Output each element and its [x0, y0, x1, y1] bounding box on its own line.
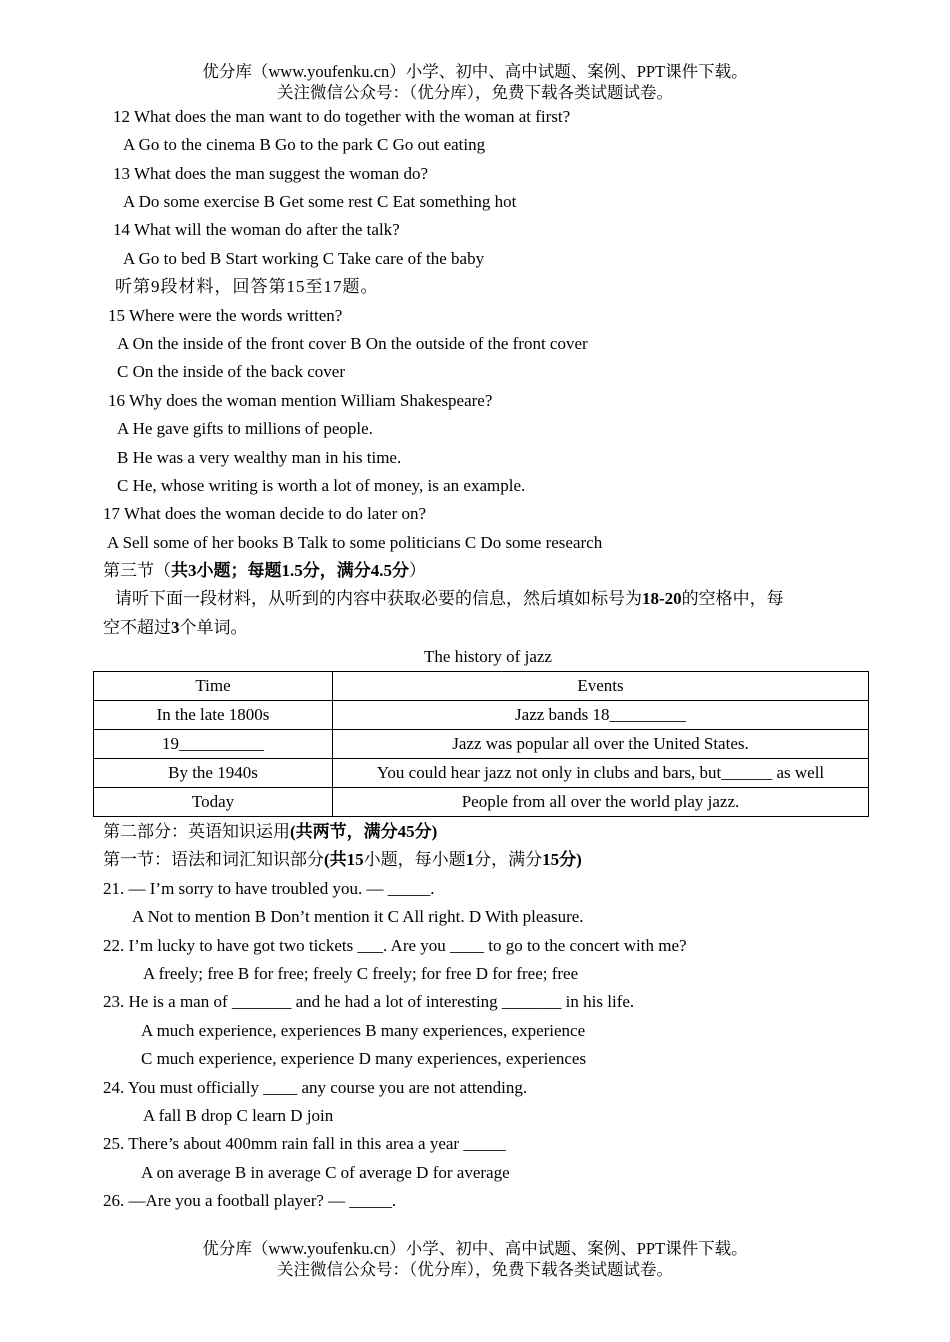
footer-line-1: 优分库（www.youfenku.cn）小学、初中、高中试题、案例、PPT课件下载。 [202, 1239, 748, 1258]
q15-stem: 15 Where were the words written? [108, 306, 343, 325]
section3-instruction-line1 [115, 588, 784, 610]
q24-stem: 24. You must officially ____ any course you are not attending. [103, 1078, 528, 1097]
sec1-n1: 15 [346, 850, 364, 869]
event-cell: Jazz was popular all over the United States. [333, 730, 869, 759]
section3-title-prefix: 第三节（ [103, 561, 171, 580]
sec1-c: 小题，每小题 [363, 850, 466, 869]
time-cell: In the late 1800s [94, 701, 333, 730]
instruction-word-limit: 3 [171, 618, 180, 637]
q25-stem: 25. There’s about 400mm rain fall in this area a year _____ [103, 1134, 506, 1153]
sec1-a: 第一节：语法和词汇知识部分 [103, 850, 324, 869]
table-caption: The history of jazz [424, 647, 552, 666]
q12-options: A Go to the cinema B Go to the park C Go out eating [123, 135, 486, 154]
q13-options: A Do some exercise B Get some rest C Eat something hot [123, 192, 517, 211]
instruction-part-d: 个单词。 [179, 618, 248, 637]
q15-options-ab: A On the inside of the front cover B On the outside of the front cover [117, 334, 588, 353]
section3-instruction-line2 [103, 617, 248, 639]
time-cell: Today [94, 788, 333, 817]
q24-options: A fall B drop C learn D join [143, 1106, 334, 1125]
q14-stem: 14 What will the woman do after the talk? [113, 220, 400, 239]
section3-title [103, 560, 426, 582]
q23-options-cd: C much experience, experience D many experiences, experiences [141, 1049, 587, 1068]
header-time: Time [94, 672, 333, 701]
table-row [94, 759, 869, 788]
section3-title-suffix: ） [409, 561, 426, 580]
q26-stem: 26. —Are you a football player? — _____. [103, 1191, 397, 1210]
q22-options: A freely; free B for free; freely C freely; for free D for free; free [143, 964, 579, 983]
jazz-history-table [93, 671, 869, 817]
event-cell: People from all over the world play jazz. [333, 788, 869, 817]
q23-stem: 23. He is a man of _______ and he had a lot of interesting _______ in his life. [103, 992, 635, 1011]
header-events: Events [333, 672, 869, 701]
instruction-part-b: 的空格中，每 [681, 589, 784, 608]
instruction-part-c: 空不超过 [103, 618, 171, 637]
table-row [94, 788, 869, 817]
q15-option-c: C On the inside of the back cover [117, 362, 346, 381]
q23-options-ab: A much experience, experiences B many experiences, experience [141, 1021, 586, 1040]
instruction-range: 18-20 [642, 589, 682, 608]
instruction-part-a: 请听下面一段材料，从听到的内容中获取必要的信息，然后填如标号为 [115, 589, 642, 608]
footer-line-2: 关注微信公众号：（优分库），免费下载各类试题试卷。 [277, 1260, 673, 1279]
header-line-1: 优分库（www.youfenku.cn）小学、初中、高中试题、案例、PPT课件下载。 [202, 62, 748, 81]
part2-section1-title [103, 849, 582, 871]
q16-stem: 16 Why does the woman mention William Shakespeare? [108, 391, 493, 410]
q16-option-b: B He was a very wealthy man in his time. [117, 448, 402, 467]
q17-options: A Sell some of her books B Talk to some politicians C Do some research [107, 533, 603, 552]
passage9-instruction: 听第9段材料，回答第15至17题。 [115, 277, 379, 296]
q12-stem: 12 What does the man want to do together with the woman at first? [113, 107, 571, 126]
q17-stem: 17 What does the woman decide to do later on? [103, 504, 427, 523]
event-cell: You could hear jazz not only in clubs and bars, but______ as well [333, 759, 869, 788]
q25-options: A on average B in average C of average D for average [141, 1163, 510, 1182]
q16-option-a: A He gave gifts to millions of people. [117, 419, 373, 438]
table-row [94, 701, 869, 730]
section3-title-bold: 共3小题；每题1.5分，满分4.5分 [171, 561, 409, 580]
header-line-2: 关注微信公众号：（优分库），免费下载各类试题试卷。 [277, 83, 673, 102]
q13-stem: 13 What does the man suggest the woman do? [113, 164, 429, 183]
part2-title-a: 第二部分：英语知识运用 [103, 822, 290, 841]
time-cell: By the 1940s [94, 759, 333, 788]
q21-options: A Not to mention B Don’t mention it C All right. D With pleasure. [132, 907, 584, 926]
time-cell: 19__________ [94, 730, 333, 759]
page-header [0, 61, 950, 103]
part2-title-c: 分) [414, 822, 438, 841]
page-footer [0, 1238, 950, 1280]
sec1-e: 分) [559, 850, 582, 869]
q14-options: A Go to bed B Start working C Take care of the baby [123, 249, 485, 268]
q16-option-c: C He, whose writing is worth a lot of money, is an example. [117, 476, 526, 495]
part2-title [103, 821, 437, 843]
sec1-n3: 15 [542, 850, 560, 869]
table-row [94, 730, 869, 759]
sec1-d: 分，满分 [474, 850, 543, 869]
part2-title-num: 45 [397, 822, 415, 841]
part2-title-b: (共两节，满分 [290, 822, 398, 841]
event-cell: Jazz bands 18_________ [333, 701, 869, 730]
table-header-row [94, 672, 869, 701]
q21-stem: 21. — I’m sorry to have troubled you. — _____. [103, 879, 435, 898]
q22-stem: 22. I’m lucky to have got two tickets ___. Are you ____ to go to the concert with me? [103, 936, 687, 955]
sec1-n2: 1 [465, 850, 475, 869]
sec1-b: (共 [324, 850, 347, 869]
